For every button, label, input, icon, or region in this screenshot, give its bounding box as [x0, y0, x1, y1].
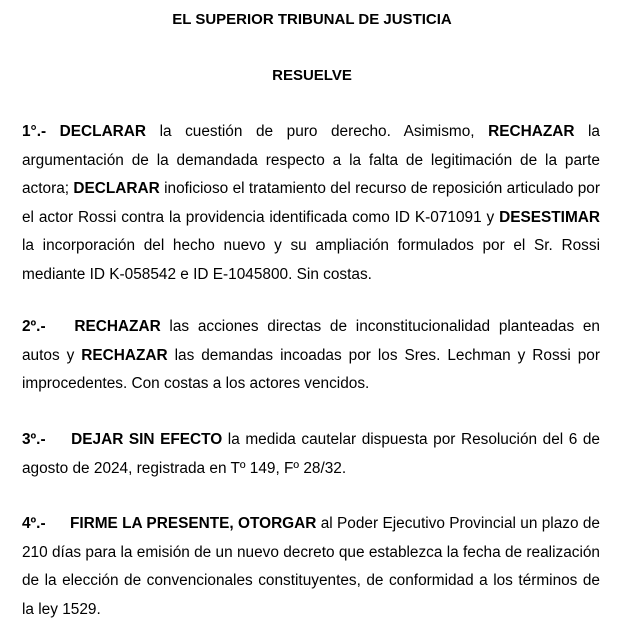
- resolution-item-2: [22, 313, 600, 399]
- resolution-item-4: [22, 510, 600, 624]
- resolution-item-3: [22, 426, 600, 483]
- item-body: [22, 318, 600, 392]
- bold-verb: DESESTIMAR: [499, 208, 600, 226]
- item-number: 3º.-: [22, 431, 46, 448]
- body-text: al Poder Ejecutivo Provincial un plazo de 210 días para la emisión de un nuevo decreto que establezca la fecha de realización de la elección de convencionales constituyentes, de conformidad a los términos de la ley 1529.: [22, 515, 600, 618]
- bold-verb: DECLARAR: [73, 180, 160, 197]
- body-text: la cuestión de puro derecho. Asimismo,: [146, 123, 489, 140]
- bold-verb: DEJAR SIN EFECTO: [71, 431, 223, 448]
- bold-verb: RECHAZAR: [74, 318, 161, 335]
- body-text: la medida cautelar dispuesta por Resolución del 6 de agosto de 2024, registrada en Tº 149, Fº 28/32.: [22, 431, 600, 477]
- item-body: [22, 431, 600, 477]
- body-text: las acciones directas de inconstitucionalidad planteadas en autos y: [22, 318, 600, 364]
- body-text: la argumentación de la demandada respecto a la falta de legitimación de la parte actora;: [22, 123, 600, 197]
- body-text: las demandas incoadas por los Sres. Lechman y Rossi por improcedentes. Con costas a los actores vencidos.: [22, 346, 600, 392]
- body-text: inoficioso el tratamiento del recurso de reposición articulado por el actor Rossi contra la providencia identificada como ID K-071091 y: [22, 180, 600, 226]
- resolves-heading: RESUELVE: [272, 67, 352, 84]
- bold-verb: RECHAZAR: [488, 123, 575, 140]
- court-heading: EL SUPERIOR TRIBUNAL DE JUSTICIA: [172, 11, 452, 28]
- resolution-item-1: [22, 118, 600, 289]
- body-text: la incorporación del hecho nuevo y su ampliación formulados por el Sr. Rossi mediante ID K-058542 e ID E-1045800. Sin costas.: [22, 237, 600, 283]
- item-number: 4º.-: [22, 515, 46, 532]
- bold-verb: DECLARAR: [59, 123, 147, 140]
- bold-verb: FIRME LA PRESENTE, OTORGAR: [69, 515, 317, 532]
- item-number: 1°.-: [22, 123, 47, 140]
- item-body: [22, 515, 600, 618]
- item-body: [22, 123, 600, 283]
- bold-verb: RECHAZAR: [81, 346, 168, 364]
- item-number: 2º.-: [22, 318, 46, 335]
